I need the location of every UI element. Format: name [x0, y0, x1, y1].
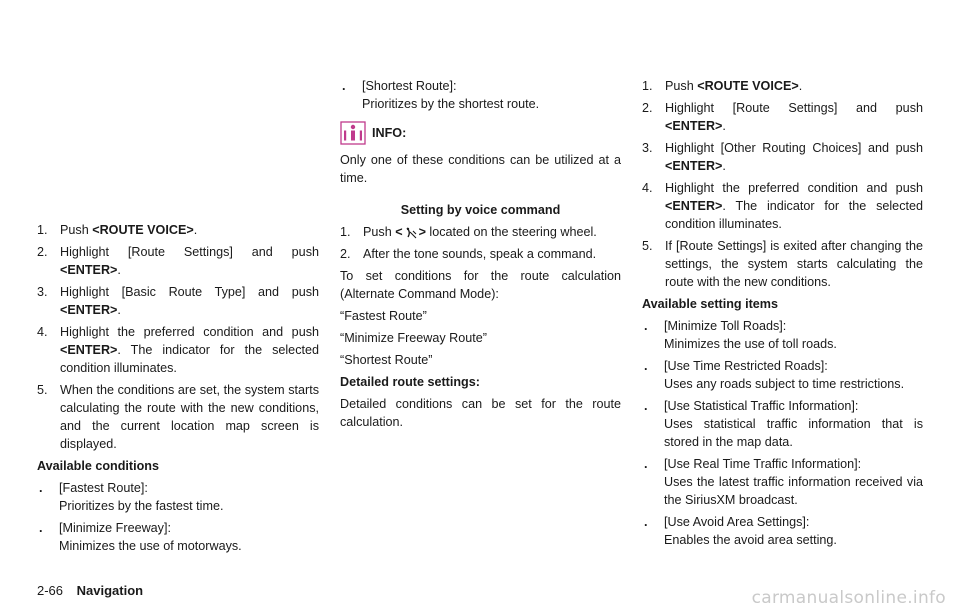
condition-minimize-freeway-desc: Minimizes the use of motorways. [59, 539, 242, 553]
step-5: 5. If [Route Settings] is exited after changing the settings, the system starts calculating the route with the new conditions. [642, 239, 923, 289]
item-minimize-toll-roads: . [Minimize Toll Roads]: [644, 319, 787, 333]
step-2: 2. Highlight [Route Settings] and push <ENTER>. [37, 245, 319, 277]
item-real-time-traffic: . [Use Real Time Traffic Information]: [644, 457, 862, 471]
available-setting-items-heading: Available setting items [642, 297, 779, 311]
voice-step-1: 1. Push < > located on the steering wheel. [340, 225, 597, 239]
voice-step-2: 2. After the tone sounds, speak a command. [340, 247, 597, 261]
info-icon [340, 121, 366, 145]
step-4: 4. Highlight the preferred condition and push <ENTER>. The indicator for the selected condition illuminates. [642, 181, 923, 231]
page-footer [37, 582, 143, 600]
detailed-route-text: Detailed conditions can be set for the route calculation. [340, 397, 621, 429]
item-avoid-area-settings-desc: Enables the avoid area setting. [664, 533, 837, 547]
column-left [37, 221, 319, 559]
voice-intro: To set conditions for the route calculation (Alternate Command Mode): [340, 269, 621, 301]
step-1: 1. Push <ROUTE VOICE>. [37, 223, 198, 237]
item-time-restricted-roads-desc: Uses any roads subject to time restrictions. [664, 377, 905, 391]
item-statistical-traffic-desc: Uses statistical traffic information that is stored in the map data. [664, 417, 923, 449]
info-label: INFO: [372, 126, 407, 140]
command-minimize-freeway: “Minimize Freeway Route” [340, 331, 487, 345]
item-statistical-traffic: . [Use Statistical Traffic Information]: [644, 399, 859, 413]
condition-minimize-freeway: . [Minimize Freeway]: [39, 521, 171, 535]
item-avoid-area-settings: . [Use Avoid Area Settings]: [644, 515, 810, 529]
step-2: 2. Highlight [Route Settings] and push <ENTER>. [642, 101, 923, 133]
page-number: 2-66 [37, 583, 64, 598]
section-name: Navigation [76, 583, 144, 598]
column-middle [340, 77, 621, 435]
talk-icon [404, 226, 418, 240]
column-right [642, 77, 923, 553]
step-3: 3. Highlight [Basic Route Type] and push <ENTER>. [37, 285, 319, 317]
step-5: 5. When the conditions are set, the system starts calculating the route with the new conditions, and the current location map screen is displayed. [37, 383, 319, 451]
condition-shortest-route-desc: Prioritizes by the shortest route. [362, 97, 540, 111]
item-minimize-toll-roads-desc: Minimizes the use of toll roads. [664, 337, 837, 351]
detailed-route-heading: Detailed route settings: [340, 375, 480, 389]
info-header [340, 121, 621, 145]
available-conditions-heading: Available conditions [37, 459, 159, 473]
info-text: Only one of these conditions can be utilized at a time. [340, 153, 621, 185]
command-fastest-route: “Fastest Route” [340, 309, 427, 323]
watermark: carmanualsonline.info [751, 588, 946, 608]
command-shortest-route: “Shortest Route” [340, 353, 433, 367]
item-time-restricted-roads: . [Use Time Restricted Roads]: [644, 359, 828, 373]
condition-fastest-route-desc: Prioritizes by the fastest time. [59, 499, 224, 513]
step-4: 4. Highlight the preferred condition and push <ENTER>. The indicator for the selected condition illuminates. [37, 325, 319, 375]
step-1: 1. Push <ROUTE VOICE>. [642, 79, 803, 93]
condition-fastest-route: . [Fastest Route]: [39, 481, 148, 495]
voice-command-heading: Setting by voice command [400, 203, 561, 217]
condition-shortest-route: . [Shortest Route]: [342, 79, 457, 93]
item-real-time-traffic-desc: Uses the latest traffic information received via the SiriusXM broadcast. [664, 475, 923, 507]
step-3: 3. Highlight [Other Routing Choices] and push <ENTER>. [642, 141, 923, 173]
